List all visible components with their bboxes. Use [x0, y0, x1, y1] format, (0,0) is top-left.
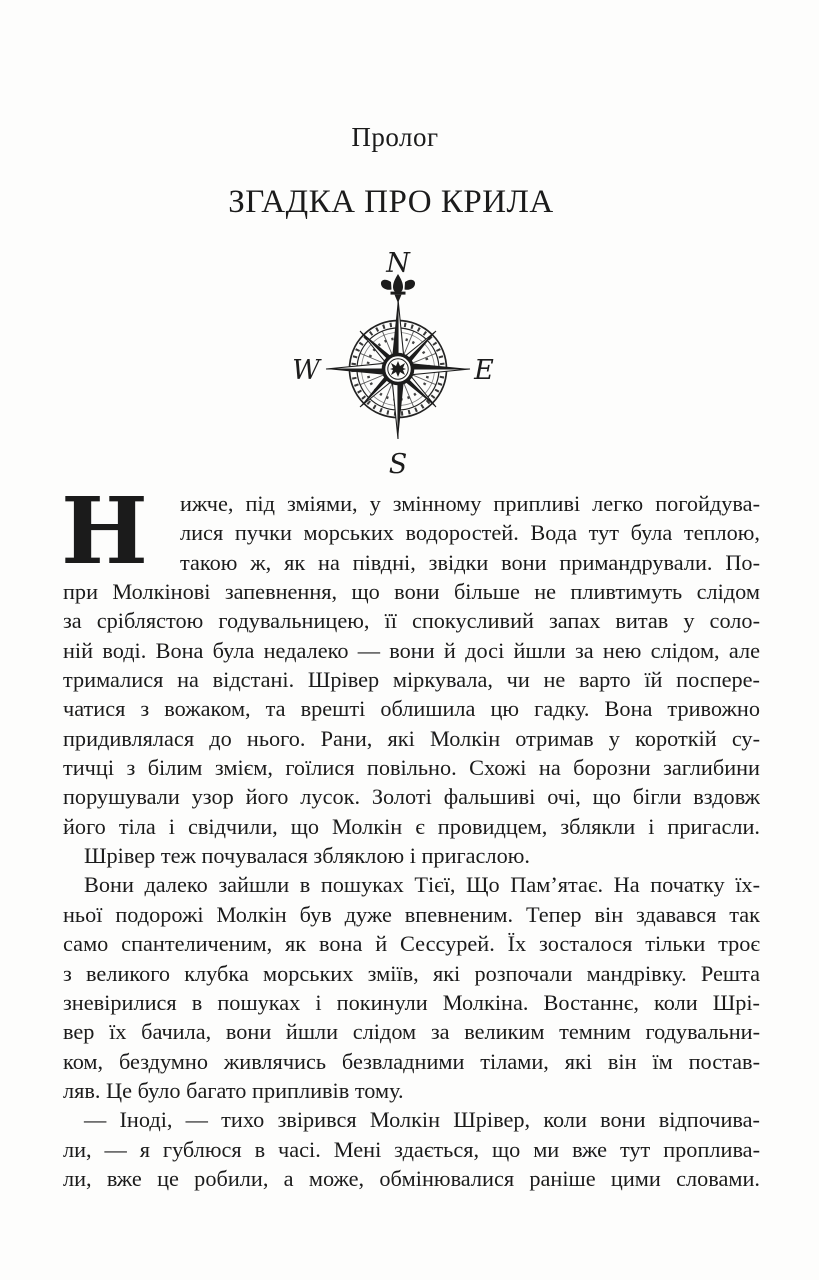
prologue-heading: Пролог — [351, 122, 439, 152]
compass-label-west: W — [292, 355, 320, 386]
drop-cap: Н — [61, 477, 146, 585]
text-line: Шрівер теж почувалася збляклою і пригаслою. — [84, 843, 530, 869]
text-line: його тіла і свідчили, що Молкін є провидцем, зблякли і пригасли. — [63, 813, 760, 839]
chapter-title: ЗГАДКА ПРО КРИЛА — [228, 184, 554, 220]
body-text — [61, 477, 760, 1193]
text-line: тичці з білим змієм, гоїлися повільно. Схожі на борозни заглибини — [63, 755, 760, 781]
text-line: зневірилися в пошуках і покинули Молкіна. Востаннє, коли Шрі- — [63, 989, 760, 1015]
text-line: — Іноді, — тихо звірився Молкін Шрівер, коли вони відпочива- — [84, 1107, 760, 1133]
compass-rose-illustration — [283, 246, 517, 478]
text-line: ляв. Це було багато припливів тому. — [63, 1077, 404, 1103]
text-line: вер їх бачила, вони йшли слідом за великим темним годувальни- — [63, 1019, 760, 1045]
text-line: ижче, під зміями, у змінному припливі легко погойдува- — [180, 491, 760, 516]
text-line: ли, вже це робили, а може, обмінювалися раніше цими словами. — [63, 1165, 760, 1191]
text-line: ній воді. Вона була недалеко — вони й досі йшли за нею слідом, але — [63, 637, 760, 663]
text-line: ньої подорожі Молкін був дуже впевненим. Тепер він здавався так — [63, 901, 760, 927]
text-line: порушували узор його лусок. Золоті фальшиві очі, що бігли вздовж — [63, 784, 760, 810]
text-line: такою ж, як на півдні, звідки вони примандрували. По- — [180, 549, 760, 575]
text-line: само спантеличеним, як вона й Сессурей. Їх зосталося тільки троє — [63, 931, 760, 957]
text-line: лися пучки морських водоростей. Вода тут була теплою, — [180, 520, 760, 546]
text-line: при Молкінові запевнення, що вони більше не пливтимуть слідом — [63, 579, 760, 605]
text-line: трималися на відстані. Шрівер міркувала, чи не варто їй поспере- — [63, 667, 760, 693]
compass-label-east: E — [474, 355, 494, 386]
text-line: придивлялася до нього. Рани, які Молкін отримав у короткій су- — [63, 725, 760, 751]
text-line: ли, — я гублюся в часі. Мені здається, що ми вже тут проплива- — [63, 1136, 760, 1162]
text-line: ком, бездумно живлячись безвладними тілами, які він їм постав- — [63, 1048, 760, 1074]
text-line: з великого клубка морських зміїв, які розпочали мандрівку. Решта — [63, 960, 760, 986]
compass-label-north: N — [386, 248, 410, 279]
text-line: за сріблястою годувальницею, її спокусливий запах витав у соло- — [63, 608, 760, 634]
text-line: чатися з вожаком, та врешті облишила цю гадку. Вона тривожно — [63, 696, 760, 722]
compass-label-south: S — [388, 449, 408, 478]
text-line: Вони далеко зайшли в пошуках Тієї, Що Пам’ятає. На початку їх- — [84, 872, 760, 898]
compass-hub — [384, 355, 413, 384]
